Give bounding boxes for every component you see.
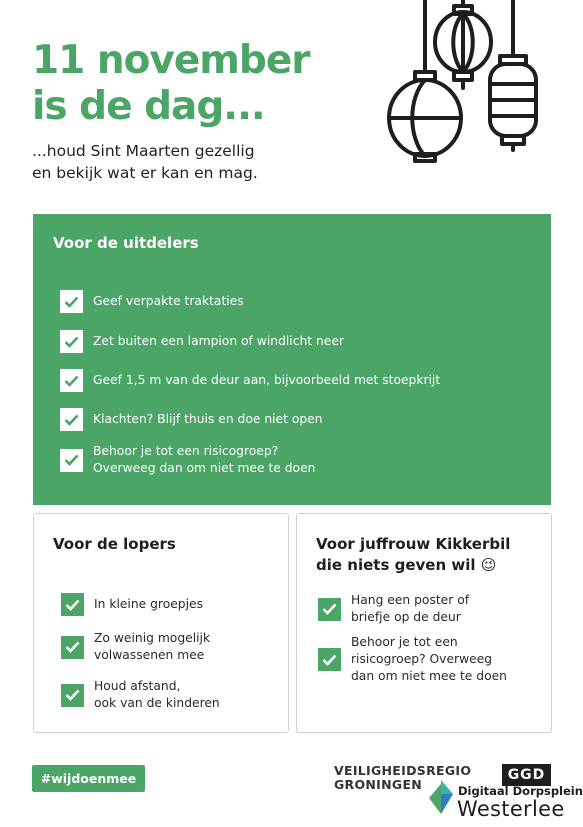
- list-item: [318, 634, 507, 685]
- checkbox-icon: [60, 369, 83, 392]
- checkbox-icon: [61, 593, 84, 616]
- list-item: [60, 330, 344, 353]
- hashtag-badge: #wijdoenmee: [32, 765, 145, 792]
- list-item-text: Geef verpakte traktaties: [93, 294, 244, 308]
- kikkerbil-title-line-1: Voor juffrouw Kikkerbil: [316, 535, 511, 553]
- list-item-text: [351, 592, 469, 626]
- checkbox-icon: [318, 648, 341, 671]
- list-item-text: [94, 630, 210, 664]
- checkbox-icon: [60, 408, 83, 431]
- checkbox-icon: [61, 684, 84, 707]
- wink-emoji-icon: 😉: [480, 556, 497, 574]
- lopers-title: Voor de lopers: [53, 535, 176, 553]
- veiligheidsregio-line-2: GRONINGEN: [334, 777, 423, 792]
- list-item-text: [351, 634, 507, 685]
- list-item: [60, 408, 323, 431]
- list-item-line-3: dan om niet mee te doen: [351, 669, 507, 683]
- uitdelers-card: [33, 214, 551, 505]
- checkbox-icon: [60, 330, 83, 353]
- kikkerbil-card: [296, 513, 552, 733]
- checkbox-icon: [61, 636, 84, 659]
- lopers-card: [33, 513, 289, 733]
- headline: [32, 38, 310, 130]
- list-item-text: [93, 443, 315, 477]
- dorpsplein-name: Westerlee: [457, 797, 565, 821]
- ggd-logo: GGD: [502, 764, 551, 786]
- list-item-text: Zet buiten een lampion of windlicht neer: [93, 334, 344, 348]
- list-item-line-2: briefje op de deur: [351, 610, 461, 624]
- checkbox-icon: [318, 598, 341, 621]
- list-item-line-1: Hang een poster of: [351, 593, 470, 607]
- list-item: [61, 678, 220, 712]
- list-item: [61, 593, 203, 616]
- list-item-text: Geef 1,5 m van de deur aan, bijvoorbeeld met stoepkrijt: [93, 373, 441, 387]
- list-item-text: In kleine groepjes: [94, 597, 203, 611]
- veiligheidsregio-line-1: VEILIGHEIDSREGIO: [334, 763, 472, 778]
- list-item-line-2: risicogroep? Overweeg: [351, 652, 493, 666]
- list-item-line-2: Overweeg dan om niet mee te doen: [93, 461, 316, 475]
- list-item-line-1: Zo weinig mogelijk: [94, 631, 211, 645]
- checkbox-icon: [60, 449, 83, 472]
- dorpsplein-logo-icon: [427, 778, 455, 818]
- list-item-line-1: Houd afstand,: [94, 679, 181, 693]
- kikkerbil-title-line-2: [316, 555, 510, 576]
- list-item: [60, 290, 244, 313]
- list-item-line-1: Behoor je tot een risicogroep?: [93, 444, 279, 458]
- subline-line-2: en bekijk wat er kan en mag.: [32, 164, 258, 182]
- kikkerbil-title: [316, 534, 510, 576]
- checkbox-icon: [60, 290, 83, 313]
- list-item-text: Klachten? Blijf thuis en doe niet open: [93, 412, 323, 426]
- list-item-line-1: Behoor je tot een: [351, 635, 458, 649]
- subline-line-1: ...houd Sint Maarten gezellig: [32, 142, 255, 160]
- list-item: [60, 443, 315, 477]
- lantern-icon: [382, 0, 552, 170]
- list-item: [61, 630, 210, 664]
- list-item: [318, 592, 469, 626]
- list-item-line-2: ook van de kinderen: [94, 696, 220, 710]
- headline-line-2: is de dag...: [32, 84, 265, 129]
- list-item-line-2: volwassenen mee: [94, 648, 205, 662]
- kikkerbil-title-text: die niets geven wil: [316, 556, 476, 574]
- dorpsplein-title: Digitaal Dorpsplein: [458, 784, 583, 798]
- headline-line-1: 11 november: [32, 38, 310, 83]
- list-item-text: [94, 678, 220, 712]
- subline: [32, 140, 258, 184]
- uitdelers-title: Voor de uitdelers: [53, 234, 199, 252]
- list-item: [60, 369, 440, 392]
